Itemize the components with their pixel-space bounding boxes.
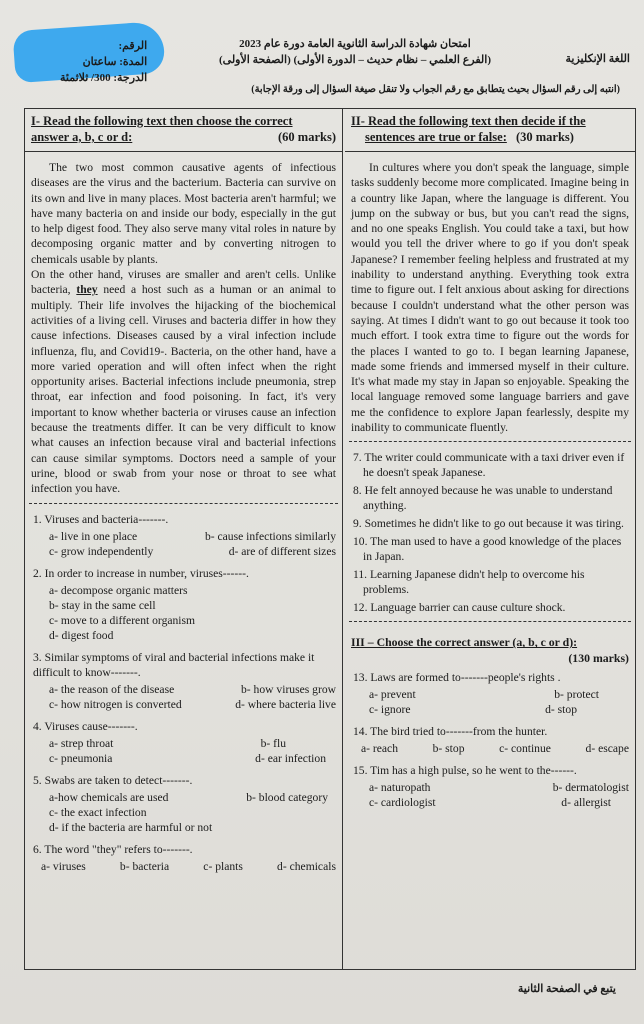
question-7: 7. The writer could communicate with a taxi driver even if he doesn't speak Japanese. [353,451,625,480]
continued-note: يتبع في الصفحة الثانية [517,983,616,995]
exam-header [190,36,520,68]
duration-label: المدة: ساعتان [82,56,148,68]
section-one [25,109,343,969]
question-10: 10. The man used to have a good knowledge of the places in Japan. [353,535,622,564]
section-two-title: II- Read the following text then decide if the sentences are true or false: (30 marks) [351,114,586,144]
subject-label: اللغة الإنكليزية [565,53,630,65]
question-3: 3. Similar symptoms of viral and bacterial infections make it difficult to know-------. a- the reason of the disease b- how viruses grow c- how nitrogen is converted d- where bacteria live [33,650,336,711]
true-false-questions [345,450,635,615]
exam-meta [60,38,147,86]
question-4: 4. Viruses cause-------. a- strep throat b- flu c- pneumonia d- ear infection [33,719,326,765]
exam-title: امتحان شهادة الدراسة الثانوية العامة دورة عام 2023 [239,38,471,50]
exam-instruction: (انتبه إلى رقم السؤال بحيث يتطابق مع رقم الجواب ولا تنقل صيغة السؤال إلى ورقة الإجابة) [251,84,620,95]
question-1: 1. Viruses and bacteria-------. a- live in one place b- cause infections similarly c- grow independently d- are of different sizes [33,512,336,558]
question-2: 2. In order to increase in number, viruses------. a- decompose organic matters b- stay in the same cell c- move to a different organism d- digest food [33,566,249,642]
passage-one-para1: The two most common causative agents of infectious diseases are the virus and the bacterium. Bacteria can survive on its own and live in many places. Most bacteria aren't harmful; we have many bacteria on and inside our body, especially in the gut to help digest food. They also serve many vital roles in nature by decomposing organic matter and by converting nitrogen to chemicals usable by plants. [31,161,336,266]
exam-frame [24,108,636,970]
question-9: 9. Sometimes he didn't like to go out because it was tiring. [353,517,624,531]
exam-branch: (الفرع العلمي – نظام حديث – الدورة الأولى) (الصفحة الأولى) [219,54,491,66]
section-two [345,109,635,969]
question-12: 12. Language barrier can cause culture shock. [353,601,566,615]
score-label: الدرجة: 300/ ثلاثمئة [60,72,148,84]
reading-passage-one [25,156,342,497]
question-6: 6. The word "they" refers to-------. a- viruses b- bacteria c- plants d- chemicals [33,842,336,873]
question-5: 5. Swabs are taken to detect-------. a-how chemicals are used b- blood category c- the exact infection d- if the bacteria are harmful or not [33,773,328,834]
passage-two-text: In cultures where you don't speak the language, simple tasks suddenly become more complicated. Imagine being in a country like Japan, where the language is different. You jump on the subway or bus, but you can't read the signs, and no one speaks English. You could take a taxi, but how would you tell the driver where to go if you don't speak Japanese? I remember feeling helpless and frustrated at my inability to understand anything. Everything took extra time to figure out. I felt anxious about asking for directions because I couldn't understand what the other person was saying. At times I didn't want to go out because it took too much effort. I took extra time to figure out the words for the places I wanted to go to. I began learning Japanese, made some friends and immersed myself in their culture. It's what made my stay in Japan so enjoyable. Speaking the local language removed some language barriers and gave me the confidence to explore Japan fearlessly, despite my inability to communicate fluently. [351,161,629,435]
question-8: 8. He felt annoyed because he was unable to understand anything. [353,484,613,513]
section-three-title: III – Choose the correct answer (a, b, c or d): (130 marks) [351,635,629,666]
question-11: 11. Learning Japanese didn't help to overcome his problems. [353,568,585,597]
question-13: 13. Laws are formed to-------people's rights . a- prevent b- protect c- ignore d- stop [353,671,599,717]
question-14: 14. The bird tried to-------from the hunter. a- reach b- stop c- continue d- escape [353,725,629,756]
passage-one-para2: On the other hand, viruses are smaller and aren't cells. Unlike bacteria, they need a host such as a human or an animal to multiply. Their life involves the hijacking of the biochemical activities of a living cell. Viruses and bacteria differ in how they cause infections. Diseases caused by a viral infection include influenza, flu, and Covid19-. Bacteria, on the other hand, have a more varied operation and will often infect when the right opportunity arises. Bacterial infections include pneumonia, strep throat, ear infection and food poisoning. In fact, it's very important to know whether bacteria or viruses cause an infection because the treatments differ. It can be very difficult to know what causes an infection because viral and bacterial infections can cause similar symptoms. Doctors need a sample of your urine, blood or swab from your nose or throat to see what infection you have. [31,268,336,496]
section-one-title: I- Read the following text then choose the correct answer a, b, c or d: (60 marks) [31,114,336,144]
question-15: 15. Tim has a high pulse, so he went to the------. a- naturopath b- dermatologist c- cardiologist d- allergist [353,764,629,810]
number-label: الرقم: [118,40,148,52]
reading-passage-two [345,156,635,435]
